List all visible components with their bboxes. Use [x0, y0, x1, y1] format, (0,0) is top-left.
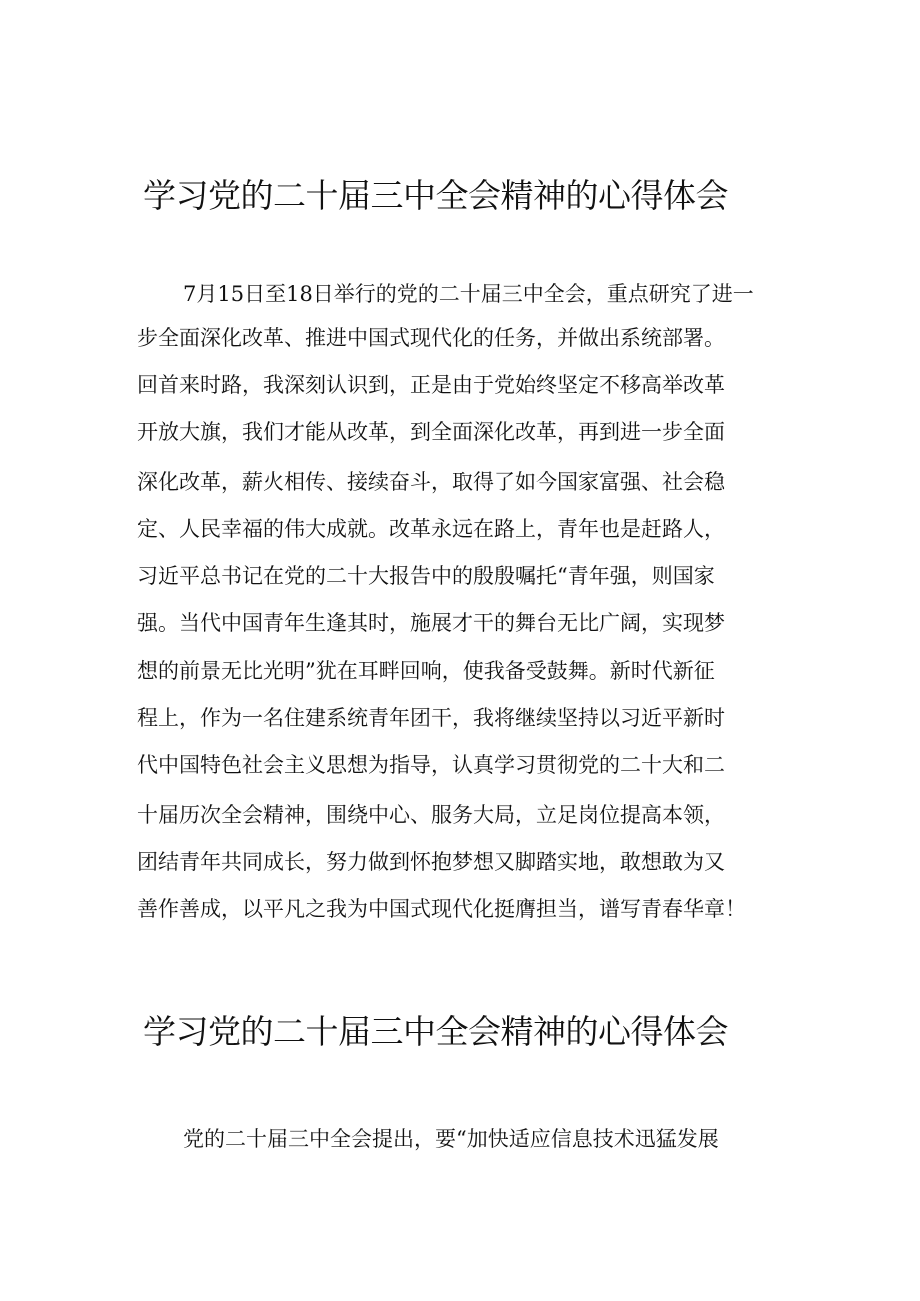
paragraph-line: 想的前景无比光明”犹在耳畔回响，使我备受鼓舞。新时代新征 [137, 659, 715, 683]
paragraph-line: 习近平总书记在党的二十大报告中的殷殷嘱托“青年强，则国家 [137, 564, 715, 588]
paragraph-line: 党的二十届三中全会提出，要“加快适应信息技术迅猛发展 [183, 1127, 719, 1151]
paragraph-line: 深化改革，薪火相传、接续奋斗，取得了如今国家富强、社会稳 [137, 470, 725, 494]
paragraph-line: 回首来时路，我深刻认识到，正是由于党始终坚定不移高举改革 [137, 373, 725, 397]
paragraph-line: 团结青年共同成长，努力做到怀抱梦想又脚踏实地，敢想敢为又 [137, 850, 725, 874]
paragraph-line: 强。当代中国青年生逢其时，施展才干的舞台无比广阔，实现梦 [137, 611, 725, 635]
paragraph-line: 步全面深化改革、推进中国式现代化的任务，并做出系统部署。 [137, 326, 725, 350]
article-title: 学习党的二十届三中全会精神的心得体会 [143, 176, 728, 215]
paragraph-line: 善作善成，以平凡之我为中国式现代化挺膺担当，谱写青春华章！ [137, 897, 746, 921]
paragraph-line: 开放大旗，我们才能从改革，到全面深化改革，再到进一步全面 [137, 420, 725, 444]
paragraph-line: 程上，作为一名住建系统青年团干，我将继续坚持以习近平新时 [137, 706, 725, 730]
article-title: 学习党的二十届三中全会精神的心得体会 [143, 1012, 728, 1051]
paragraph-line: 代中国特色社会主义思想为指导，认真学习贯彻党的二十大和二 [137, 753, 725, 777]
paragraph-line: 定、人民幸福的伟大成就。改革永远在路上，青年也是赶路人， [137, 517, 725, 541]
paragraph-line: 十届历次全会精神，围绕中心、服务大局，立足岗位提高本领， [137, 803, 725, 827]
paragraph-line: 7月15日至18日举行的党的二十届三中全会，重点研究了进一 [183, 282, 754, 306]
